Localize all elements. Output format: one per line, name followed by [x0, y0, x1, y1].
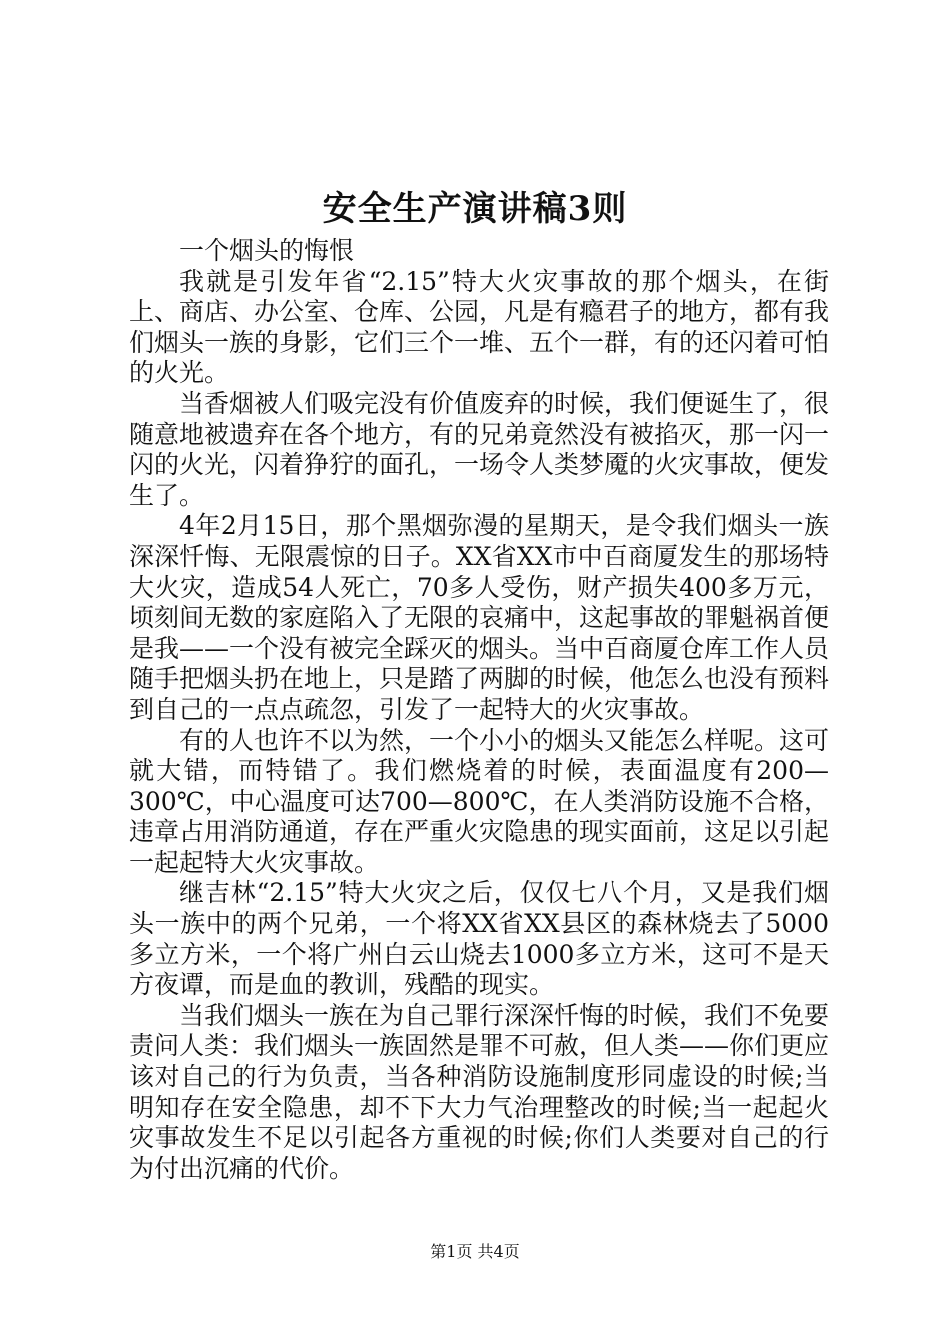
- page-number: 第1页 共4页: [430, 1242, 520, 1261]
- document-title: 安全生产演讲稿3则: [322, 189, 628, 229]
- section-heading: 一个烟头的悔恨: [179, 236, 355, 265]
- paragraph-4: 有的人也许不以为然，一个小小的烟头又能怎么样呢。这可就大错，而特错了。我们燃烧着的时候，表面温度有200—300℃，中心温度可达700—800℃，在人类消防设施不合格，违章占用消防通道，存在严重火灾隐患的现实面前，这足以引起一起起特大火灾事故。: [129, 725, 830, 877]
- paragraph-3: 4年2月15日，那个黑烟弥漫的星期天，是令我们烟头一族深深忏悔、无限震惊的日子。XX省XX市中百商厦发生的那场特大火灾，造成54人死亡，70多人受伤，财产损失400多万元，顷刻间无数的家庭陷入了无限的哀痛中，这起事故的罪魁祸首便是我——一个没有被完全踩灭的烟头。当中百商厦仓库工作人员随手把烟头扔在地上，只是踏了两脚的时候，他怎么也没有预料到自己的一点点疏忽，引发了一起特大的火灾事故。: [129, 511, 830, 724]
- paragraph-2: 当香烟被人们吸完没有价值废弃的时候，我们便诞生了，很随意地被遗弃在各个地方，有的兄弟竟然没有被掐灭，那一闪一闪的火光，闪着狰狞的面孔，一场令人类梦魇的火灾事故，便发生了。: [129, 388, 830, 510]
- paragraph-1: 我就是引发年省“2.15”特大火灾事故的那个烟头，在街上、商店、办公室、仓库、公园，凡是有瘾君子的地方，都有我们烟头一族的身影，它们三个一堆、五个一群，有的还闪着可怕的火光。: [129, 266, 830, 388]
- paragraph-6: 当我们烟头一族在为自己罪行深深忏悔的时候，我们不免要责问人类：我们烟头一族固然是罪不可赦，但人类——你们更应该对自己的行为负责，当各种消防设施制度形同虚设的时候;当明知存在安全隐患，却不下大力气治理整改的时候;当一起起火灾事故发生不足以引起各方重视的时候;你们人类要对自己的行为付出沉痛的代价。: [129, 1000, 830, 1183]
- paragraph-5: 继吉林“2.15”特大火灾之后，仅仅七八个月，又是我们烟头一族中的两个兄弟，一个将XX省XX县区的森林烧去了5000多立方米，一个将广州白云山烧去1000多立方米，这可不是天方夜谭，而是血的教训，残酷的现实。: [129, 878, 829, 1000]
- document-body: [129, 236, 829, 1184]
